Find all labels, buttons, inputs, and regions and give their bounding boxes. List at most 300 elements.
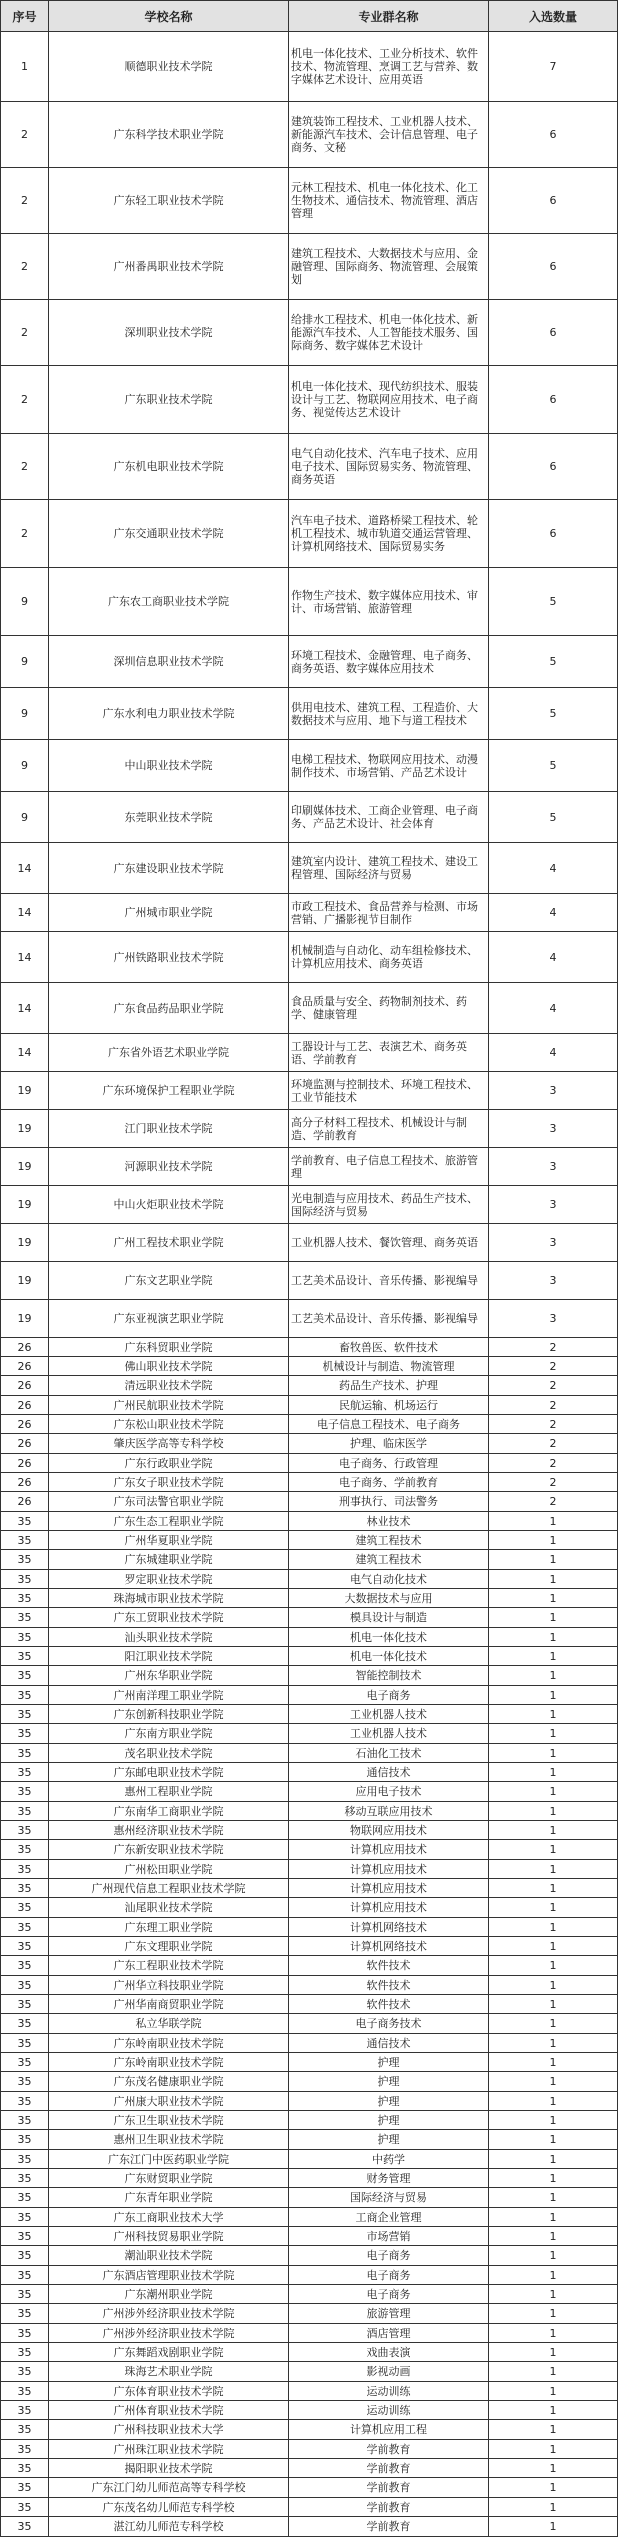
rank-cell: 35 <box>1 1898 49 1918</box>
school-cell: 揭阳职业技术学院 <box>49 2459 289 2478</box>
count-cell: 4 <box>489 1034 618 1072</box>
count-cell: 1 <box>489 2034 618 2053</box>
school-cell: 中山职业技术学院 <box>49 740 289 792</box>
table-row <box>1 2130 618 2150</box>
count-cell: 3 <box>489 1148 618 1186</box>
count-cell: 5 <box>489 568 618 636</box>
rank-cell: 9 <box>1 740 49 792</box>
majors-cell: 工艺美术品设计、音乐传播、影视编导 <box>289 1300 489 1338</box>
majors-cell: 畜牧兽医、软件技术 <box>289 1338 489 1357</box>
majors-cell: 旅游管理 <box>289 2304 489 2324</box>
majors-cell: 环境监测与控制技术、环境工程技术、工业节能技术 <box>289 1072 489 1110</box>
table-row <box>1 1628 618 1647</box>
rank-cell: 19 <box>1 1300 49 1338</box>
rank-cell: 19 <box>1 1186 49 1224</box>
table-row <box>1 1454 618 1473</box>
school-cell: 广东新安职业技术学院 <box>49 1840 289 1860</box>
rank-cell: 35 <box>1 1531 49 1550</box>
majors-cell: 软件技术 <box>289 1956 489 1976</box>
school-cell: 私立华联学院 <box>49 2014 289 2034</box>
count-cell: 6 <box>489 366 618 434</box>
rank-cell: 35 <box>1 1589 49 1608</box>
majors-cell: 大数据技术与应用 <box>289 1589 489 1608</box>
rank-cell: 35 <box>1 2420 49 2440</box>
table-row <box>1 1072 618 1110</box>
table-row <box>1 636 618 688</box>
rank-cell: 26 <box>1 1454 49 1473</box>
school-cell: 广东茂名幼儿师范专科学校 <box>49 2498 289 2517</box>
count-cell: 1 <box>489 2517 618 2537</box>
school-cell: 广州珠江职业技术学院 <box>49 2440 289 2459</box>
rank-cell: 35 <box>1 1705 49 1724</box>
majors-cell: 作物生产技术、数字媒体应用技术、审计、市场营销、旅游管理 <box>289 568 489 636</box>
majors-cell: 工业机器人技术 <box>289 1705 489 1724</box>
table-row <box>1 234 618 300</box>
count-cell: 1 <box>489 2324 618 2343</box>
majors-cell: 机电一体化技术 <box>289 1628 489 1647</box>
table-row <box>1 1262 618 1300</box>
majors-cell: 电子信息工程技术、电子商务 <box>289 1415 489 1434</box>
school-cell: 广东工程职业技术学院 <box>49 1956 289 1976</box>
table-row <box>1 1473 618 1492</box>
majors-cell: 运动训练 <box>289 2401 489 2420</box>
school-cell: 湛江幼儿师范专科学校 <box>49 2517 289 2537</box>
rank-cell: 35 <box>1 1995 49 2014</box>
majors-cell: 通信技术 <box>289 2034 489 2053</box>
count-cell: 3 <box>489 1262 618 1300</box>
rank-cell: 35 <box>1 1570 49 1589</box>
rank-cell: 35 <box>1 2072 49 2092</box>
table-row <box>1 168 618 234</box>
table-row <box>1 2459 618 2478</box>
count-cell: 4 <box>489 843 618 894</box>
count-cell: 1 <box>489 2478 618 2498</box>
school-cell: 肇庆医学高等专科学校 <box>49 1434 289 1454</box>
school-cell: 深圳信息职业技术学院 <box>49 636 289 688</box>
rank-cell: 35 <box>1 2343 49 2362</box>
table-row <box>1 1338 618 1357</box>
table-row <box>1 1376 618 1396</box>
school-cell: 广州铁路职业技术学院 <box>49 932 289 983</box>
majors-cell: 计算机应用技术 <box>289 1898 489 1918</box>
rank-cell: 35 <box>1 1976 49 1995</box>
count-cell: 1 <box>489 2111 618 2130</box>
majors-cell: 建筑装饰工程技术、工业机器人技术、新能源汽车技术、会计信息管理、电子商务、文秘 <box>289 102 489 168</box>
school-cell: 广东潮州职业学院 <box>49 2285 289 2304</box>
count-cell: 2 <box>489 1376 618 1396</box>
rank-cell: 35 <box>1 2478 49 2498</box>
majors-cell: 给排水工程技术、机电一体化技术、新能源汽车技术、人工智能技术服务、国际商务、数字媒体艺术设计 <box>289 300 489 366</box>
table-row <box>1 1512 618 1531</box>
table-row <box>1 1396 618 1415</box>
majors-cell: 食品质量与安全、药物制剂技术、药学、健康管理 <box>289 983 489 1034</box>
school-cell: 广州科技职业技术大学 <box>49 2420 289 2440</box>
rank-cell: 35 <box>1 1686 49 1705</box>
school-cell: 广州华南商贸职业学院 <box>49 1995 289 2014</box>
majors-cell: 环境工程技术、金融管理、电子商务、商务英语、数字媒体应用技术 <box>289 636 489 688</box>
school-cell: 广州城市职业学院 <box>49 894 289 932</box>
rank-cell: 35 <box>1 2304 49 2324</box>
table-row <box>1 740 618 792</box>
count-cell: 1 <box>489 2420 618 2440</box>
rank-cell: 14 <box>1 932 49 983</box>
table-row <box>1 2053 618 2072</box>
rank-cell: 2 <box>1 434 49 500</box>
rank-cell: 35 <box>1 1608 49 1628</box>
count-cell: 3 <box>489 1110 618 1148</box>
school-cell: 深圳职业技术学院 <box>49 300 289 366</box>
count-cell: 1 <box>489 1628 618 1647</box>
school-cell: 珠海城市职业技术学院 <box>49 1589 289 1608</box>
majors-cell: 戏曲表演 <box>289 2343 489 2362</box>
majors-cell: 学前教育 <box>289 2459 489 2478</box>
table-row <box>1 1148 618 1186</box>
rank-cell: 35 <box>1 2188 49 2208</box>
header-rank: 序号 <box>1 1 49 32</box>
count-cell: 1 <box>489 1744 618 1763</box>
school-cell: 江门职业技术学院 <box>49 1110 289 1148</box>
rank-cell: 19 <box>1 1262 49 1300</box>
majors-cell: 护理 <box>289 2130 489 2150</box>
count-cell: 6 <box>489 234 618 300</box>
majors-cell: 工业机器人技术、餐饮管理、商务英语 <box>289 1224 489 1262</box>
rank-cell: 35 <box>1 1860 49 1879</box>
school-cell: 广东食品药品职业学院 <box>49 983 289 1034</box>
rank-cell: 9 <box>1 792 49 843</box>
rank-cell: 35 <box>1 2014 49 2034</box>
table-row <box>1 2401 618 2420</box>
count-cell: 1 <box>489 1666 618 1686</box>
table-row <box>1 2014 618 2034</box>
majors-cell: 工业机器人技术 <box>289 1724 489 1744</box>
count-cell: 1 <box>489 2459 618 2478</box>
table-row <box>1 1492 618 1512</box>
school-cell: 潮汕职业技术学院 <box>49 2246 289 2266</box>
table-row <box>1 2246 618 2266</box>
count-cell: 1 <box>489 2266 618 2285</box>
school-cell: 广东轻工职业技术学院 <box>49 168 289 234</box>
table-row <box>1 2092 618 2111</box>
table-row <box>1 2382 618 2401</box>
rank-cell: 35 <box>1 2150 49 2169</box>
school-cell: 珠海艺术职业学院 <box>49 2362 289 2382</box>
rank-cell: 35 <box>1 2382 49 2401</box>
school-cell: 广东南华工商职业学院 <box>49 1802 289 1821</box>
count-cell: 1 <box>489 1879 618 1898</box>
count-cell: 1 <box>489 1705 618 1724</box>
table-row <box>1 1531 618 1550</box>
rank-cell: 35 <box>1 2440 49 2459</box>
count-cell: 1 <box>489 1608 618 1628</box>
majors-cell: 护理 <box>289 2092 489 2111</box>
table-row <box>1 2362 618 2382</box>
majors-cell: 电子商务 <box>289 2285 489 2304</box>
majors-cell: 电气自动化技术 <box>289 1570 489 1589</box>
majors-cell: 石油化工技术 <box>289 1744 489 1763</box>
majors-cell: 学前教育 <box>289 2478 489 2498</box>
school-cell: 广东机电职业技术学院 <box>49 434 289 500</box>
school-cell: 广东创新科技职业学院 <box>49 1705 289 1724</box>
table-row <box>1 2478 618 2498</box>
rank-cell: 35 <box>1 2266 49 2285</box>
table-row <box>1 1763 618 1782</box>
table-row <box>1 1802 618 1821</box>
table-row <box>1 366 618 434</box>
school-cell: 广东岭南职业技术学院 <box>49 2053 289 2072</box>
majors-cell: 电气自动化技术、汽车电子技术、应用电子技术、国际贸易实务、物流管理、商务英语 <box>289 434 489 500</box>
rank-cell: 35 <box>1 2517 49 2537</box>
rank-cell: 35 <box>1 1550 49 1570</box>
table-row <box>1 1110 618 1148</box>
count-cell: 2 <box>489 1415 618 1434</box>
count-cell: 1 <box>489 2014 618 2034</box>
majors-cell: 工艺美术品设计、音乐传播、影视编导 <box>289 1262 489 1300</box>
majors-cell: 移动互联应用技术 <box>289 1802 489 1821</box>
school-cell: 佛山职业技术学院 <box>49 1357 289 1376</box>
school-cell: 广东水利电力职业技术学院 <box>49 688 289 740</box>
school-cell: 广东环境保护工程职业学院 <box>49 1072 289 1110</box>
school-cell: 广东舞蹈戏剧职业学院 <box>49 2343 289 2362</box>
school-cell: 广东生态工程职业学院 <box>49 1512 289 1531</box>
majors-cell: 计算机应用技术 <box>289 1879 489 1898</box>
header-row <box>1 1 618 32</box>
table-row <box>1 102 618 168</box>
majors-cell: 计算机应用技术 <box>289 1860 489 1879</box>
rank-cell: 35 <box>1 1956 49 1976</box>
table-row <box>1 1415 618 1434</box>
school-cell: 罗定职业技术学院 <box>49 1570 289 1589</box>
rank-cell: 1 <box>1 32 49 102</box>
count-cell: 1 <box>489 2246 618 2266</box>
count-cell: 6 <box>489 102 618 168</box>
school-cell: 广东青年职业学院 <box>49 2188 289 2208</box>
count-cell: 1 <box>489 2188 618 2208</box>
count-cell: 1 <box>489 1647 618 1666</box>
rank-cell: 35 <box>1 1763 49 1782</box>
table-row <box>1 1898 618 1918</box>
rank-cell: 35 <box>1 2246 49 2266</box>
count-cell: 6 <box>489 434 618 500</box>
majors-cell: 建筑工程技术 <box>289 1550 489 1570</box>
school-cell: 广州涉外经济职业技术学院 <box>49 2324 289 2343</box>
school-cell: 汕头职业技术学院 <box>49 1628 289 1647</box>
rank-cell: 35 <box>1 1647 49 1666</box>
rank-cell: 35 <box>1 1937 49 1956</box>
majors-cell: 计算机应用技术 <box>289 1840 489 1860</box>
count-cell: 4 <box>489 983 618 1034</box>
school-cell: 广州康大职业技术学院 <box>49 2092 289 2111</box>
table-row <box>1 500 618 568</box>
rank-cell: 2 <box>1 366 49 434</box>
majors-cell: 建筑工程技术 <box>289 1531 489 1550</box>
majors-cell: 学前教育 <box>289 2498 489 2517</box>
school-cell: 广州南洋理工职业学院 <box>49 1686 289 1705</box>
table-row <box>1 434 618 500</box>
count-cell: 3 <box>489 1186 618 1224</box>
rank-cell: 19 <box>1 1224 49 1262</box>
school-cell: 广州涉外经济职业技术学院 <box>49 2304 289 2324</box>
count-cell: 6 <box>489 168 618 234</box>
school-cell: 广东邮电职业技术学院 <box>49 1763 289 1782</box>
majors-cell: 元林工程技术、机电一体化技术、化工生物技术、通信技术、物流管理、酒店管理 <box>289 168 489 234</box>
rank-cell: 35 <box>1 1782 49 1802</box>
majors-cell: 计算机网络技术 <box>289 1937 489 1956</box>
rank-cell: 14 <box>1 843 49 894</box>
school-cell: 广东文艺职业学院 <box>49 1262 289 1300</box>
rank-cell: 14 <box>1 1034 49 1072</box>
rank-cell: 35 <box>1 2227 49 2246</box>
table-row <box>1 1840 618 1860</box>
majors-cell: 学前教育 <box>289 2440 489 2459</box>
majors-cell: 汽车电子技术、道路桥梁工程技术、轮机工程技术、城市轨道交通运营管理、计算机网络技术、国际贸易实务 <box>289 500 489 568</box>
rank-cell: 2 <box>1 500 49 568</box>
table-row <box>1 2420 618 2440</box>
school-cell: 顺德职业技术学院 <box>49 32 289 102</box>
majors-cell: 工商企业管理 <box>289 2208 489 2227</box>
table-row <box>1 792 618 843</box>
school-cell: 广东体育职业技术学院 <box>49 2382 289 2401</box>
rank-cell: 35 <box>1 2208 49 2227</box>
table-row <box>1 1956 618 1976</box>
count-cell: 1 <box>489 1531 618 1550</box>
table-row <box>1 2111 618 2130</box>
table-row <box>1 2343 618 2362</box>
rank-cell: 19 <box>1 1072 49 1110</box>
school-cell: 广东司法警官职业学院 <box>49 1492 289 1512</box>
count-cell: 1 <box>489 2401 618 2420</box>
table-row <box>1 1860 618 1879</box>
table-row <box>1 1608 618 1628</box>
count-cell: 2 <box>489 1434 618 1454</box>
rank-cell: 9 <box>1 568 49 636</box>
table-row <box>1 1724 618 1744</box>
count-cell: 4 <box>489 894 618 932</box>
school-cell: 广东行政职业学院 <box>49 1454 289 1473</box>
rank-cell: 14 <box>1 983 49 1034</box>
count-cell: 2 <box>489 1357 618 1376</box>
table-row <box>1 568 618 636</box>
table-row <box>1 2498 618 2517</box>
school-cell: 中山火炬职业技术学院 <box>49 1186 289 1224</box>
rank-cell: 35 <box>1 2362 49 2382</box>
count-cell: 2 <box>489 1473 618 1492</box>
rank-cell: 35 <box>1 1724 49 1744</box>
table-row <box>1 2440 618 2459</box>
majors-cell: 机电一体化技术、工业分析技术、软件技术、物流管理、烹调工艺与营养、数字媒体艺术设计、应用英语 <box>289 32 489 102</box>
rank-cell: 26 <box>1 1434 49 1454</box>
table-row <box>1 2208 618 2227</box>
school-cell: 东莞职业技术学院 <box>49 792 289 843</box>
school-cell: 广东南方职业学院 <box>49 1724 289 1744</box>
school-cell: 广州番禺职业技术学院 <box>49 234 289 300</box>
school-cell: 广州民航职业技术学院 <box>49 1396 289 1415</box>
count-cell: 1 <box>489 1995 618 2014</box>
count-cell: 1 <box>489 1686 618 1705</box>
rank-cell: 9 <box>1 636 49 688</box>
table-row <box>1 1434 618 1454</box>
table-row <box>1 1879 618 1898</box>
majors-cell: 机电一体化技术、现代纺织技术、服装设计与工艺、物联网应用技术、电子商务、视觉传达艺术设计 <box>289 366 489 434</box>
school-cell: 广东松山职业技术学院 <box>49 1415 289 1434</box>
school-cell: 广东岭南职业技术学院 <box>49 2034 289 2053</box>
count-cell: 1 <box>489 1898 618 1918</box>
rank-cell: 35 <box>1 2324 49 2343</box>
majors-cell: 电子商务 <box>289 2266 489 2285</box>
majors-cell: 计算机应用工程 <box>289 2420 489 2440</box>
school-cell: 广东建设职业技术学院 <box>49 843 289 894</box>
majors-cell: 供用电技术、建筑工程、工程造价、大数据技术与应用、地下与道工程技术 <box>289 688 489 740</box>
majors-cell: 建筑工程技术、大数据技术与应用、金融管理、国际商务、物流管理、会展策划 <box>289 234 489 300</box>
majors-cell: 护理 <box>289 2072 489 2092</box>
count-cell: 2 <box>489 1338 618 1357</box>
count-cell: 1 <box>489 2440 618 2459</box>
school-cell: 广州体育职业技术学院 <box>49 2401 289 2420</box>
school-cell: 广东亚视演艺职业学院 <box>49 1300 289 1338</box>
count-cell: 1 <box>489 2382 618 2401</box>
school-cell: 广东科贸职业学院 <box>49 1338 289 1357</box>
count-cell: 3 <box>489 1072 618 1110</box>
school-cell: 广东江门幼儿师范高等专科学校 <box>49 2478 289 2498</box>
table-row <box>1 2150 618 2169</box>
school-cell: 广州华立科技职业学院 <box>49 1976 289 1995</box>
school-cell: 广东江门中医药职业学院 <box>49 2150 289 2169</box>
table-row <box>1 1224 618 1262</box>
table-row <box>1 2266 618 2285</box>
rank-cell: 26 <box>1 1396 49 1415</box>
school-cell: 河源职业技术学院 <box>49 1148 289 1186</box>
rank-cell: 35 <box>1 2459 49 2478</box>
majors-cell: 市场营销 <box>289 2227 489 2246</box>
majors-cell: 市政工程技术、食品营养与检测、市场营销、广播影视节目制作 <box>289 894 489 932</box>
school-cell: 广州东华职业学院 <box>49 1666 289 1686</box>
rank-cell: 9 <box>1 688 49 740</box>
rank-cell: 35 <box>1 2169 49 2188</box>
rank-cell: 35 <box>1 2053 49 2072</box>
school-cell: 广州松田职业学院 <box>49 1860 289 1879</box>
table-row <box>1 1744 618 1763</box>
count-cell: 1 <box>489 2053 618 2072</box>
count-cell: 2 <box>489 1396 618 1415</box>
table-row <box>1 894 618 932</box>
majors-cell: 建筑室内设计、建筑工程技术、建设工程管理、国际经济与贸易 <box>289 843 489 894</box>
majors-cell: 电梯工程技术、物联网应用技术、动漫制作技术、市场营销、产品艺术设计 <box>289 740 489 792</box>
table-row <box>1 300 618 366</box>
majors-cell: 学前教育 <box>289 2517 489 2537</box>
rank-cell: 35 <box>1 2111 49 2130</box>
majors-cell: 计算机网络技术 <box>289 1918 489 1937</box>
count-cell: 1 <box>489 2169 618 2188</box>
count-cell: 4 <box>489 932 618 983</box>
rank-cell: 2 <box>1 168 49 234</box>
school-cell: 清远职业技术学院 <box>49 1376 289 1396</box>
majors-cell: 模具设计与制造 <box>289 1608 489 1628</box>
school-cell: 惠州工程职业学院 <box>49 1782 289 1802</box>
rank-cell: 35 <box>1 1918 49 1937</box>
school-cell: 惠州卫生职业技术学院 <box>49 2130 289 2150</box>
count-cell: 5 <box>489 740 618 792</box>
school-cell: 茂名职业技术学院 <box>49 1744 289 1763</box>
table-row <box>1 1937 618 1956</box>
rank-cell: 14 <box>1 894 49 932</box>
table-row <box>1 2072 618 2092</box>
table-row <box>1 2227 618 2246</box>
school-cell: 广州科技贸易职业学院 <box>49 2227 289 2246</box>
rank-cell: 35 <box>1 2401 49 2420</box>
count-cell: 1 <box>489 1550 618 1570</box>
count-cell: 1 <box>489 2227 618 2246</box>
majors-cell: 智能控制技术 <box>289 1666 489 1686</box>
school-cell: 广东科学技术职业学院 <box>49 102 289 168</box>
